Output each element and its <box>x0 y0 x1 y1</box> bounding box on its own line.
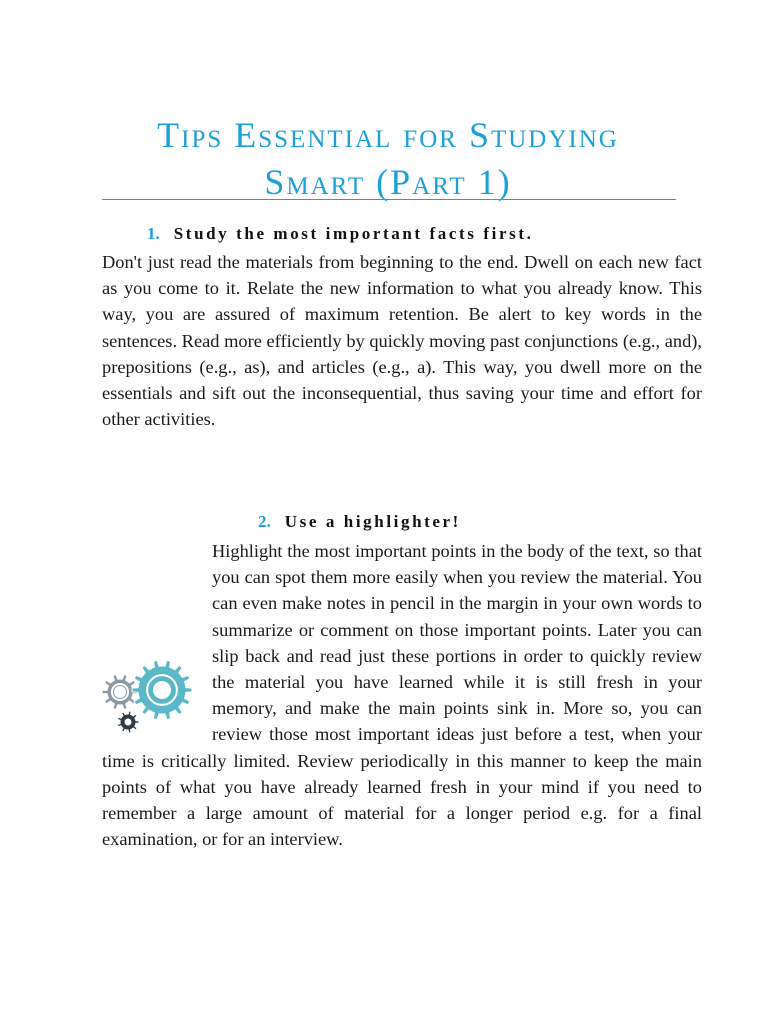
section-heading-text-2: Use a highlighter! <box>284 512 461 531</box>
section-heading-text-1: Study the most important facts first. <box>173 224 534 243</box>
section-number-2: 2. <box>258 512 271 531</box>
section-body-2: Highlight the most important points in the body of the text, so that you can spot them more easily when you review the material. You can even make notes in pencil in the margin in your own words to summarize or comment on those important points. Later you can slip back and read just these portions in order to quickly review the material you have learned while it is still fresh in your memory, and make the main points sink in. More so, you can review those most important ideas just before a test, when your time is critically limited. Review periodically in this manner to keep the main points of what you have already learned fresh in your mind if you need to remember a large amount of material for a longer period e.g. for a final examination, or for an interview. <box>102 541 702 850</box>
section-body-1: Don't just read the materials from beginning to the end. Dwell on each new fact as you come to it. Relate the new information to what you already know. This way, you are assured of maximum retention. Be alert to key words in the sentences. Read more efficiently by quickly moving past conjunctions (e.g., and), prepositions (e.g., as), and articles (e.g., a). This way, you dwell more on the essentials and sift out the inconsequential, thus saving your time and effort for other activities. <box>102 252 702 430</box>
title-divider <box>102 199 676 200</box>
gears-icon <box>98 656 208 736</box>
section-number-1: 1. <box>147 224 160 243</box>
section-body-2-container <box>102 538 702 852</box>
title-line-2: Smart (Part 1) <box>264 162 512 202</box>
large-gear <box>132 660 192 719</box>
section-heading-2 <box>258 512 461 532</box>
page-title <box>100 112 676 206</box>
small-gear <box>117 711 139 733</box>
gears-illustration <box>98 658 210 738</box>
title-line-1: Tips Essential for Studying <box>157 115 619 155</box>
section-heading-1 <box>147 224 533 244</box>
